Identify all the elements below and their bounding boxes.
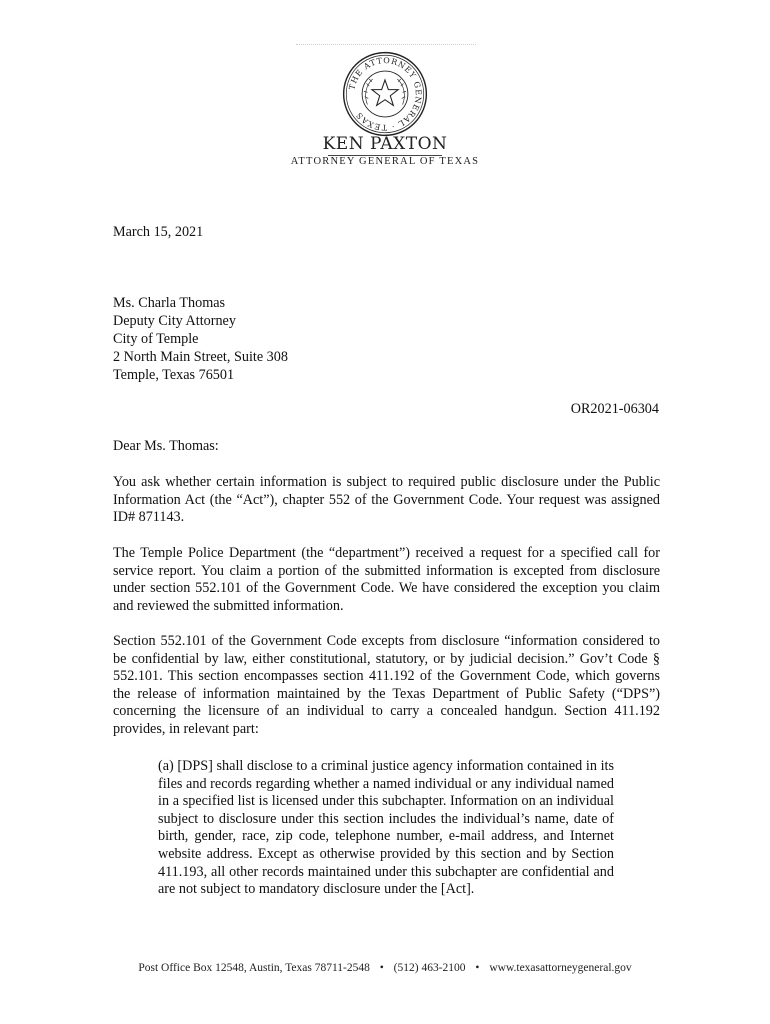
- texas-attorney-general-seal-icon: [341, 50, 429, 138]
- open-records-reference-number: OR2021-06304: [570, 401, 659, 417]
- body-paragraph-2: The Temple Police Department (the “department”) received a request for a specified call for service report. You claim a portion of the submitted information is excepted from disclosure under section 552.101 of the Government Code. We have considered the exception you claim and reviewed the submitted information.: [113, 545, 660, 614]
- footer-phone: (512) 463-2100: [393, 962, 466, 974]
- letter-footer: [0, 962, 770, 974]
- recipient-title: Deputy City Attorney: [113, 313, 236, 329]
- letter-date: March 15, 2021: [113, 224, 204, 240]
- recipient-city-state-zip: Temple, Texas 76501: [113, 367, 235, 383]
- body-paragraph-1: You ask whether certain information is subject to required public disclosure under the Public Information Act (the “Act”), chapter 552 of the Government Code. Your request was assigned ID# 871143.: [113, 474, 660, 526]
- letterhead-dotted-rule: [296, 44, 476, 49]
- recipient-street: 2 North Main Street, Suite 308: [113, 349, 288, 365]
- recipient-name: Ms. Charla Thomas: [113, 295, 226, 311]
- footer-separator-bullet: •: [475, 962, 480, 974]
- footer-website-link[interactable]: www.texasattorneygeneral.gov: [489, 962, 632, 974]
- seal-ring-text: THE ATTORNEY GENERAL · TEXAS: [347, 56, 423, 132]
- attorney-general-title: ATTORNEY GENERAL OF TEXAS: [290, 156, 480, 167]
- body-paragraph-3: Section 552.101 of the Government Code excepts from disclosure “information considered to be confidential by law, either constitutional, statutory, or by judicial decision.” Gov’t Code § 552.101. This section encompasses section 411.192 of the Government Code, which governs the release of information maintained by the Texas Department of Public Safety (“DPS”) concerning the licensure of an individual to carry a concealed handgun. Section 411.192 provides, in relevant part:: [113, 633, 660, 737]
- attorney-general-name: KEN PAXTON: [322, 134, 448, 154]
- footer-mailing-address: Post Office Box 12548, Austin, Texas 78711-2548: [138, 962, 370, 974]
- statute-block-quote: (a) [DPS] shall disclose to a criminal justice agency information contained in its files and records regarding whether a named individual or any individual named in a specified list is licensed under this subchapter. Information on an individual subject to disclosure under this section includes the individual’s name, date of birth, gender, race, zip code, telephone number, e-mail address, and Internet website address. Except as otherwise provided by this section and by Section 411.193, all other records maintained under this subchapter are confidential and are not subject to mandatory disclosure under the [Act].: [158, 758, 614, 898]
- salutation: Dear Ms. Thomas:: [113, 438, 219, 454]
- footer-separator-bullet: •: [379, 962, 384, 974]
- recipient-address-block: [113, 295, 288, 385]
- recipient-organization: City of Temple: [113, 331, 199, 347]
